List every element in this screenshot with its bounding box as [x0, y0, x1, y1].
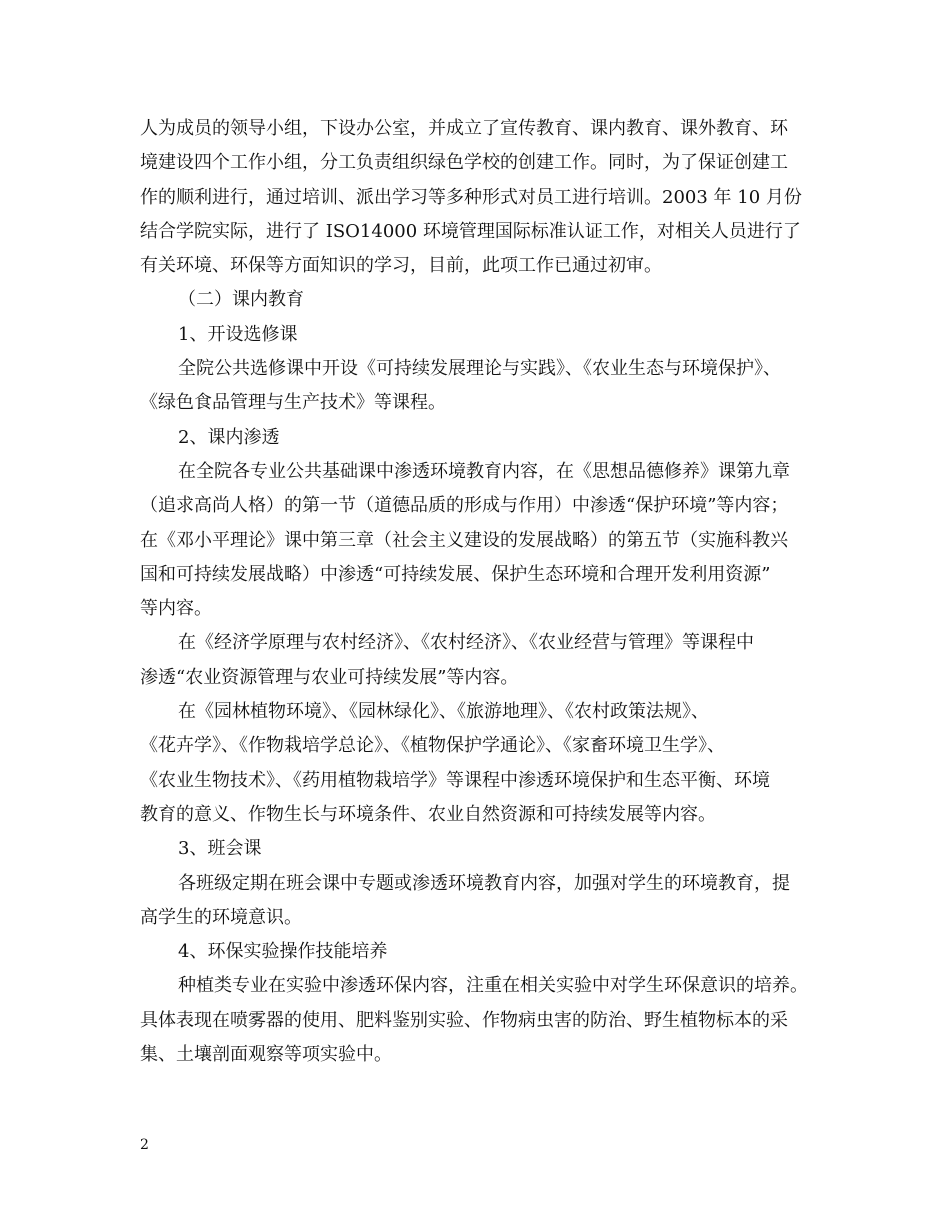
text-line: 具体表现在喷雾器的使用、肥料鉴别实验、作物病虫害的防治、野生植物标本的采	[140, 1009, 788, 1031]
text-line: 国和可持续发展战略）中渗透“可持续发展、保护生态环境和合理开发利用资源”	[140, 563, 771, 585]
text-line: 各班级定期在班会课中专题或渗透环境教育内容，加强对学生的环境教育，提	[178, 872, 790, 894]
text-line: （二）课内教育	[178, 289, 304, 311]
text-line: 在《经济学原理与农村经济》、《农村经济》、《农业经营与管理》等课程中	[178, 632, 754, 654]
text-line: 教育的意义、作物生长与环境条件、农业自然资源和可持续发展等内容。	[140, 803, 716, 825]
text-line: 作的顺利进行，通过培训、派出学习等多种形式对员工进行培训。2003 年 10 月份	[140, 186, 802, 208]
text-line: 种植类专业在实验中渗透环保内容，注重在相关实验中对学生环保意识的培养。	[178, 975, 808, 997]
text-line: 《花卉学》、《作物栽培学总论》、《植物保护学通论》、《家畜环境卫生学》、	[140, 735, 725, 757]
body-text	[140, 112, 820, 1072]
text-line: 渗透“农业资源管理与农业可持续发展”等内容。	[140, 666, 519, 688]
text-line: 等内容。	[140, 598, 212, 620]
text-line: 在全院各专业公共基础课中渗透环境教育内容，在《思想品德修养》课第九章	[178, 460, 790, 482]
text-line: 2、课内渗透	[178, 426, 280, 448]
text-line: 全院公共选修课中开设《可持续发展理论与实践》、《农业生态与环境保护》、	[178, 358, 781, 380]
text-line: （追求高尚人格）的第一节（道德品质的形成与作用）中渗透“保护环境”等内容；	[140, 495, 789, 517]
text-line: 集、土壤剖面观察等项实验中。	[140, 1044, 392, 1066]
text-line: 《绿色食品管理与生产技术》等课程。	[140, 392, 446, 414]
text-line: 人为成员的领导小组，下设办公室，并成立了宣传教育、课内教育、课外教育、环	[140, 118, 788, 139]
text-line: 3、班会课	[178, 838, 262, 860]
text-line: 结合学院实际，进行了 ISO14000 环境管理国际标准认证工作，对相关人员进行了	[140, 220, 801, 242]
text-line: 高学生的环境意识。	[140, 906, 302, 928]
text-line: 在《园林植物环境》、《园林绿化》、《旅游地理》、《农村政策法规》、	[178, 701, 709, 723]
text-line: 《农业生物技术》、《药用植物栽培学》等课程中渗透环境保护和生态平衡、环境	[140, 769, 770, 791]
text-line: 境建设四个工作小组，分工负责组织绿色学校的创建工作。同时，为了保证创建工	[140, 152, 788, 174]
text-line: 4、环保实验操作技能培养	[178, 941, 388, 963]
text-line: 有关环境、环保等方面知识的学习，目前，此项工作已通过初审。	[140, 255, 662, 277]
text-line: 1、开设选修课	[178, 323, 298, 345]
text-line: 在《邓小平理论》课中第三章（社会主义建设的发展战略）的第五节（实施科教兴	[140, 529, 788, 551]
page-number: 2	[140, 1137, 149, 1153]
